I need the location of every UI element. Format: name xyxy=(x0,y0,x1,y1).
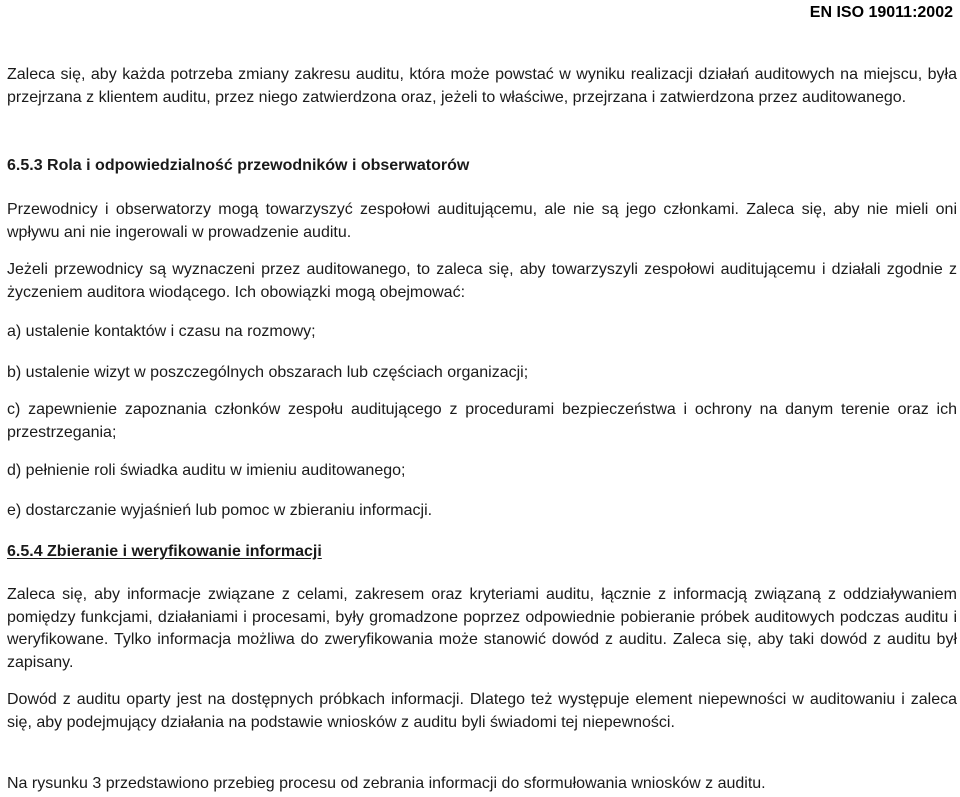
list-item-a: a) ustalenie kontaktów i czasu na rozmowy; xyxy=(7,323,316,340)
paragraph-figure-reference: Na rysunku 3 przedstawiono przebieg procesu od zebrania informacji do sformułowania wniosków z auditu. xyxy=(7,775,766,792)
section-heading-6-5-4: 6.5.4 Zbieranie i weryfikowanie informacji xyxy=(7,543,322,560)
list-item-b: b) ustalenie wizyt w poszczególnych obszarach lub częściach organizacji; xyxy=(7,364,529,381)
paragraph-scope-change: Zaleca się, aby każda potrzeba zmiany zakresu auditu, która może powstać w wyniku realizacji działań auditowych na miejscu, była przejrzana z klientem auditu, przez niego zatwierdzona oraz, jeżeli to właściwe, przejrzana i zatwierdzona przez auditowanego. xyxy=(7,66,957,106)
section-heading-6-5-3: 6.5.3 Rola i odpowiedzialność przewodników i obserwatorów xyxy=(7,157,470,174)
standard-header: EN ISO 19011:2002 xyxy=(809,4,953,21)
paragraph-guides-observers: Przewodnicy i obserwatorzy mogą towarzyszyć zespołowi auditującemu, ale nie są jego członkami. Zaleca się, aby nie mieli oni wpływu ani nie ingerowali w prowadzenie auditu. xyxy=(7,201,957,241)
paragraph-information-collection: Zaleca się, aby informacje związane z celami, zakresem oraz kryteriami auditu, łącznie z informacją związaną z oddziaływaniem pomiędzy funkcjami, działaniami i procesami, były gromadzone poprzez odpowiednie pobieranie próbek auditowych podczas auditu i weryfikowane. Tylko informacja możliwa do zweryfikowania może stanowić dowód z auditu. Zaleca się, aby taki dowód z auditu był zapisany. xyxy=(7,586,957,671)
list-item-c: c) zapewnienie zapoznania członków zespołu auditującego z procedurami bezpieczeństwa i ochrony na danym terenie oraz ich przestrzegania; xyxy=(7,401,957,441)
list-item-d: d) pełnienie roli świadka auditu w imieniu auditowanego; xyxy=(7,462,406,479)
list-item-e: e) dostarczanie wyjaśnień lub pomoc w zbieraniu informacji. xyxy=(7,502,433,519)
paragraph-guides-duties: Jeżeli przewodnicy są wyznaczeni przez auditowanego, to zaleca się, aby towarzyszyli zespołowi auditującemu i działali zgodnie z życzeniem auditora wiodącego. Ich obowiązki mogą obejmować: xyxy=(7,261,957,301)
document-page xyxy=(7,0,957,797)
paragraph-audit-evidence: Dowód z auditu oparty jest na dostępnych próbkach informacji. Dlatego też występuje element niepewności w auditowaniu i zaleca się, aby podejmujący działania na podstawie wniosków z auditu byli świadomi tej niepewności. xyxy=(7,691,957,731)
